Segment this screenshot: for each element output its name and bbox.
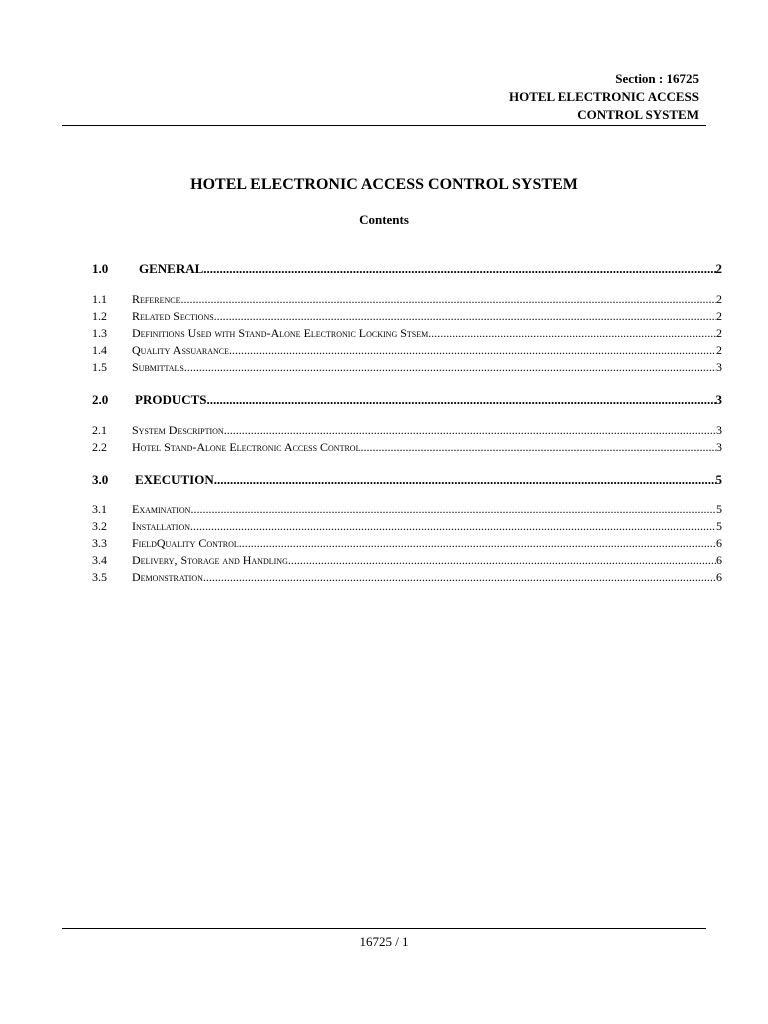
toc-leader	[214, 472, 716, 488]
toc-number: 2.2	[92, 440, 107, 454]
toc-title: Related Sections	[132, 309, 214, 323]
page-header	[299, 70, 699, 124]
toc-page: 2	[715, 261, 722, 276]
toc-section-products	[92, 392, 722, 410]
toc-leader	[288, 553, 716, 568]
footer-divider	[62, 928, 706, 929]
toc-item-reference	[92, 292, 722, 310]
toc-item-quality-assurance	[92, 343, 722, 361]
toc-number: 3.4	[92, 553, 107, 567]
toc-title: Hotel Stand-Alone Electronic Access Control	[132, 440, 361, 454]
toc-title: FieldQuality Control	[132, 536, 239, 550]
toc-title: Demonstration	[132, 570, 203, 584]
toc-page: 6	[716, 536, 722, 550]
toc-leader	[190, 502, 716, 517]
toc-item-system-description	[92, 423, 722, 441]
toc-number: 3.3	[92, 536, 107, 550]
toc-page: 2	[716, 292, 722, 306]
toc-page: 2	[716, 326, 722, 340]
toc-item-hotel-stand-alone	[92, 440, 722, 458]
toc-title: EXECUTION	[135, 472, 214, 487]
toc-page: 2	[716, 343, 722, 357]
toc-title: Submittals	[132, 360, 184, 374]
toc-number: 2.1	[92, 423, 107, 437]
contents-heading: Contents	[359, 212, 409, 227]
toc-page: 6	[716, 570, 722, 584]
toc-number: 3.0	[92, 472, 109, 487]
toc-number: 3.5	[92, 570, 107, 584]
toc-item-demonstration	[92, 570, 722, 588]
toc-title: Quality Assuarance	[132, 343, 230, 357]
toc-title: Definitions Used with Stand-Alone Electronic Locking Stsem	[132, 326, 429, 340]
toc-title: Installation	[132, 519, 191, 533]
toc-leader	[224, 423, 716, 438]
toc-number: 3.2	[92, 519, 107, 533]
toc-number: 1.4	[92, 343, 107, 357]
toc-page: 2	[716, 309, 722, 323]
toc-item-related-sections	[92, 309, 722, 327]
toc-page: 3	[716, 440, 722, 454]
toc-item-examination	[92, 502, 722, 520]
toc-title: Examination	[132, 502, 191, 516]
toc-leader	[229, 343, 716, 358]
toc-number: 1.2	[92, 309, 107, 323]
toc-leader	[207, 392, 716, 408]
document-title: HOTEL ELECTRONIC ACCESS CONTROL SYSTEM	[190, 176, 578, 193]
toc-title: Delivery, Storage and Handling	[132, 553, 288, 567]
header-divider	[62, 125, 706, 126]
toc-item-definitions	[92, 326, 722, 344]
toc-leader	[360, 440, 716, 455]
toc-page: 6	[716, 553, 722, 567]
toc-leader	[203, 570, 716, 585]
toc-page: 3	[715, 392, 722, 407]
toc-leader	[184, 360, 716, 375]
toc-leader	[190, 519, 716, 534]
toc-title: Reference	[132, 292, 181, 306]
toc-section-execution	[92, 472, 722, 490]
toc-leader	[214, 309, 716, 324]
toc-page: 3	[716, 360, 722, 374]
toc-title: PRODUCTS	[135, 392, 207, 407]
toc-item-delivery-storage	[92, 553, 722, 571]
section-number: Section : 16725	[615, 71, 699, 86]
toc-page: 5	[716, 502, 722, 516]
toc-leader	[428, 326, 716, 341]
toc-number: 1.0	[92, 261, 109, 276]
toc-leader	[180, 292, 716, 307]
header-title-line-2: CONTROL SYSTEM	[577, 107, 699, 122]
toc-leader	[239, 536, 716, 551]
toc-number: 2.0	[92, 392, 109, 407]
toc-leader	[203, 261, 715, 277]
toc-number: 1.1	[92, 292, 107, 306]
toc-page: 5	[715, 472, 722, 487]
page-number: 16725 / 1	[359, 934, 409, 949]
toc-number: 3.1	[92, 502, 107, 516]
toc-section-general	[92, 261, 722, 279]
toc-title: GENERAL	[139, 261, 204, 276]
toc-item-submittals	[92, 360, 722, 378]
toc-number: 1.5	[92, 360, 107, 374]
toc-item-field-quality-control	[92, 536, 722, 554]
toc-page: 5	[716, 519, 722, 533]
toc-title: System Description	[132, 423, 224, 437]
toc-page: 3	[716, 423, 722, 437]
toc-item-installation	[92, 519, 722, 537]
header-title-line-1: HOTEL ELECTRONIC ACCESS	[508, 89, 699, 104]
toc-number: 1.3	[92, 326, 107, 340]
